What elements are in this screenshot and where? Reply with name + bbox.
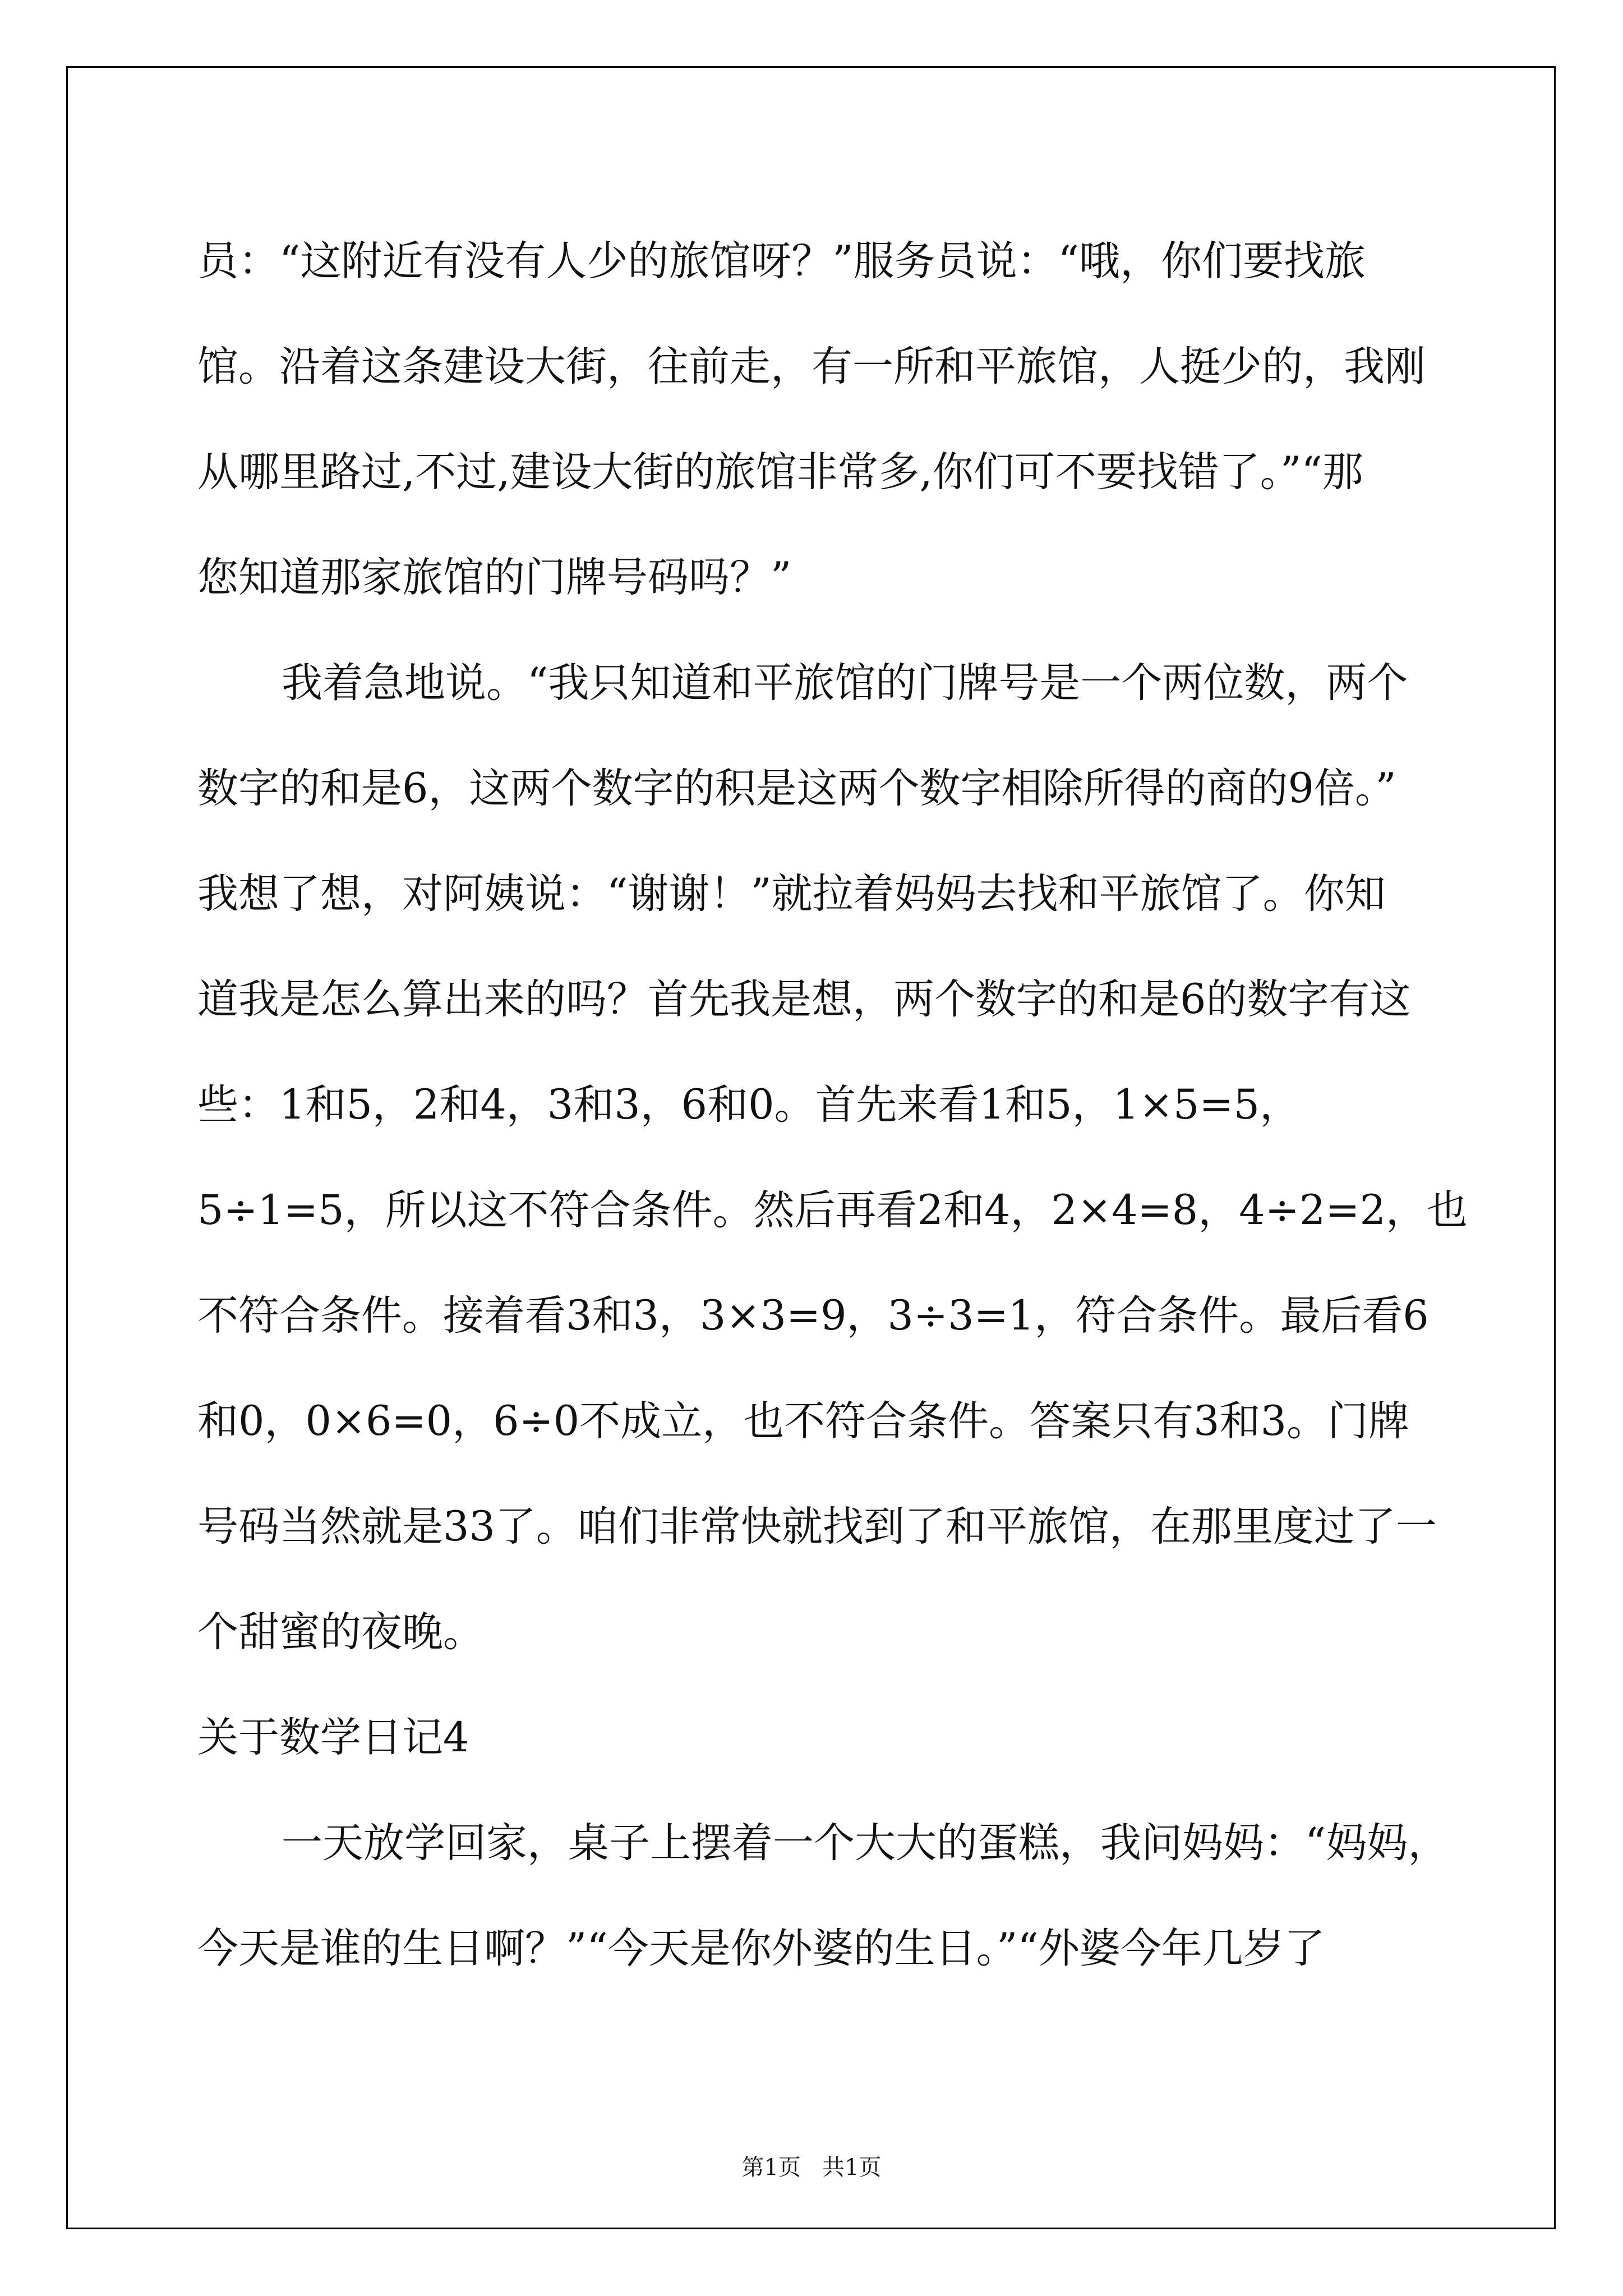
text-line: 道我是怎么算出来的吗？首先我是想，两个数字的和是6的数字有这 (197, 976, 1411, 1023)
paragraph-start: 我着急地说。“我只知道和平旅馆的门牌号是一个两位数，两个 (282, 659, 1408, 707)
text-line: 馆。沿着这条建设大街，往前走，有一所和平旅馆，人挺少的，我刚 (197, 343, 1426, 390)
text-line: 我想了想，对阿姨说：“谢谢！”就拉着妈妈去找和平旅馆了。你知 (197, 870, 1386, 918)
text-line: 些：1和5，2和4，3和3，6和0。首先来看1和5，1×5=5， (197, 1081, 1301, 1129)
text-line: 不符合条件。接着看3和3，3×3=9，3÷3=1，符合条件。最后看6 (197, 1292, 1429, 1340)
section-heading: 关于数学日记4 (197, 1714, 469, 1761)
text-line: 从哪里路过,不过,建设大街的旅馆非常多,你们可不要找错了。”“那 (197, 448, 1363, 496)
text-line: 今天是谁的生日啊？”“今天是你外婆的生日。”“外婆今年几岁了 (197, 1925, 1325, 1972)
text-line: 数字的和是6，这两个数字的积是这两个数字相除所得的商的9倍。” (197, 765, 1396, 812)
page-footer: 第1页 共1页 (741, 2155, 882, 2180)
text-line: 5÷1=5，所以这不符合条件。然后再看2和4，2×4=8，4÷2=2，也 (197, 1186, 1468, 1234)
text-line: 号码当然就是33了。咱们非常快就找到了和平旅馆，在那里度过了一 (197, 1503, 1437, 1550)
text-line: 和0，0×6=0，6÷0不成立，也不符合条件。答案只有3和3。门牌 (197, 1397, 1410, 1445)
text-line: 个甜蜜的夜晚。 (197, 1608, 484, 1656)
text-line: 员：“这附近有没有人少的旅馆呀？”服务员说：“哦，你们要找旅 (197, 237, 1366, 285)
paragraph-start: 一天放学回家，桌子上摆着一个大大的蛋糕，我问妈妈：“妈妈， (282, 1819, 1449, 1867)
text-line: 您知道那家旅馆的门牌号码吗？” (197, 554, 792, 601)
document-body (197, 209, 1468, 2001)
